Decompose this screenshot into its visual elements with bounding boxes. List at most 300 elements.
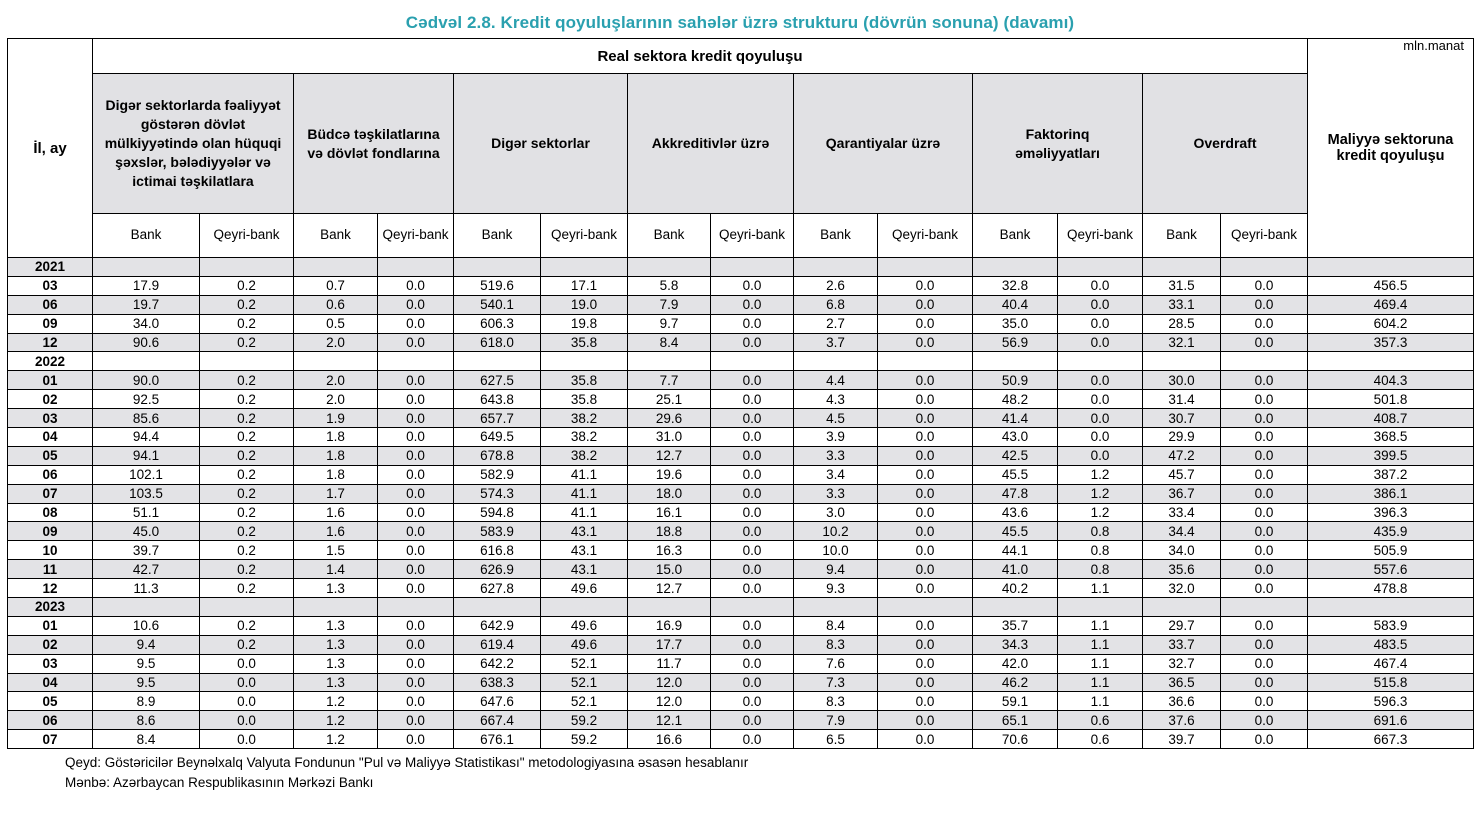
value-cell: 0.0 bbox=[1221, 428, 1308, 447]
value-cell: 0.0 bbox=[200, 654, 294, 673]
value-cell: 16.6 bbox=[628, 730, 711, 749]
value-cell: 0.0 bbox=[878, 711, 973, 730]
value-cell: 0.0 bbox=[711, 409, 794, 428]
value-cell: 28.5 bbox=[1143, 314, 1221, 333]
empty-cell bbox=[711, 352, 794, 371]
value-cell: 604.2 bbox=[1308, 314, 1474, 333]
table-row bbox=[8, 295, 1474, 314]
month-cell: 10 bbox=[8, 541, 93, 560]
value-cell: 0.0 bbox=[711, 522, 794, 541]
value-cell: 0.2 bbox=[200, 616, 294, 635]
empty-cell bbox=[1058, 258, 1143, 277]
subheader-bank: Bank bbox=[93, 214, 200, 258]
year-cell: 2021 bbox=[8, 258, 93, 277]
table-row bbox=[8, 503, 1474, 522]
month-cell: 01 bbox=[8, 616, 93, 635]
value-cell: 0.0 bbox=[711, 390, 794, 409]
value-cell: 38.2 bbox=[541, 409, 628, 428]
value-cell: 42.7 bbox=[93, 560, 200, 579]
month-cell: 07 bbox=[8, 484, 93, 503]
value-cell: 456.5 bbox=[1308, 276, 1474, 295]
month-cell: 01 bbox=[8, 371, 93, 390]
month-cell: 07 bbox=[8, 730, 93, 749]
value-cell: 2.0 bbox=[294, 371, 378, 390]
value-cell: 12.0 bbox=[628, 692, 711, 711]
group-header-guarantees: Qarantiyalar üzrə bbox=[794, 74, 973, 214]
value-cell: 32.8 bbox=[973, 276, 1058, 295]
value-cell: 0.0 bbox=[878, 635, 973, 654]
value-cell: 45.0 bbox=[93, 522, 200, 541]
value-cell: 35.8 bbox=[541, 371, 628, 390]
empty-cell bbox=[200, 598, 294, 617]
value-cell: 8.4 bbox=[794, 616, 878, 635]
value-cell: 8.4 bbox=[93, 730, 200, 749]
value-cell: 0.0 bbox=[1058, 409, 1143, 428]
value-cell: 0.0 bbox=[878, 314, 973, 333]
value-cell: 0.0 bbox=[878, 446, 973, 465]
empty-cell bbox=[628, 598, 711, 617]
value-cell: 0.0 bbox=[1221, 314, 1308, 333]
table-row bbox=[8, 333, 1474, 352]
table-row bbox=[8, 673, 1474, 692]
value-cell: 0.0 bbox=[878, 522, 973, 541]
value-cell: 642.9 bbox=[454, 616, 541, 635]
value-cell: 46.2 bbox=[973, 673, 1058, 692]
value-cell: 0.0 bbox=[1221, 541, 1308, 560]
value-cell: 8.3 bbox=[794, 635, 878, 654]
value-cell: 0.0 bbox=[878, 579, 973, 598]
month-cell: 06 bbox=[8, 711, 93, 730]
value-cell: 0.0 bbox=[711, 484, 794, 503]
value-cell: 0.0 bbox=[378, 711, 454, 730]
value-cell: 35.8 bbox=[541, 390, 628, 409]
value-cell: 616.8 bbox=[454, 541, 541, 560]
value-cell: 16.3 bbox=[628, 541, 711, 560]
value-cell: 0.0 bbox=[1058, 446, 1143, 465]
value-cell: 36.5 bbox=[1143, 673, 1221, 692]
subheader-bank: Bank bbox=[628, 214, 711, 258]
value-cell: 1.5 bbox=[294, 541, 378, 560]
table-row bbox=[8, 522, 1474, 541]
value-cell: 0.0 bbox=[878, 673, 973, 692]
value-cell: 32.0 bbox=[1143, 579, 1221, 598]
value-cell: 0.0 bbox=[378, 654, 454, 673]
table-row bbox=[8, 371, 1474, 390]
value-cell: 0.0 bbox=[711, 276, 794, 295]
value-cell: 43.0 bbox=[973, 428, 1058, 447]
value-cell: 7.6 bbox=[794, 654, 878, 673]
value-cell: 43.6 bbox=[973, 503, 1058, 522]
empty-cell bbox=[378, 258, 454, 277]
value-cell: 627.8 bbox=[454, 579, 541, 598]
value-cell: 0.0 bbox=[378, 522, 454, 541]
value-cell: 16.1 bbox=[628, 503, 711, 522]
month-cell: 03 bbox=[8, 276, 93, 295]
empty-cell bbox=[973, 352, 1058, 371]
value-cell: 0.0 bbox=[711, 579, 794, 598]
value-cell: 0.0 bbox=[711, 503, 794, 522]
value-cell: 59.1 bbox=[973, 692, 1058, 711]
month-cell: 02 bbox=[8, 390, 93, 409]
empty-cell bbox=[878, 258, 973, 277]
value-cell: 8.4 bbox=[628, 333, 711, 352]
value-cell: 31.5 bbox=[1143, 276, 1221, 295]
real-sector-header: Real sektora kredit qoyuluşu bbox=[93, 39, 1308, 74]
value-cell: 1.9 bbox=[294, 409, 378, 428]
value-cell: 0.8 bbox=[1058, 560, 1143, 579]
value-cell: 0.6 bbox=[294, 295, 378, 314]
value-cell: 56.9 bbox=[973, 333, 1058, 352]
value-cell: 1.2 bbox=[1058, 484, 1143, 503]
value-cell: 44.1 bbox=[973, 541, 1058, 560]
month-cell: 09 bbox=[8, 522, 93, 541]
value-cell: 0.0 bbox=[1221, 522, 1308, 541]
month-cell: 02 bbox=[8, 635, 93, 654]
subheader-bank: Bank bbox=[454, 214, 541, 258]
value-cell: 15.0 bbox=[628, 560, 711, 579]
value-cell: 0.0 bbox=[878, 560, 973, 579]
value-cell: 399.5 bbox=[1308, 446, 1474, 465]
value-cell: 10.2 bbox=[794, 522, 878, 541]
value-cell: 0.0 bbox=[378, 428, 454, 447]
empty-cell bbox=[1308, 598, 1474, 617]
value-cell: 90.0 bbox=[93, 371, 200, 390]
value-cell: 0.0 bbox=[878, 428, 973, 447]
value-cell: 32.1 bbox=[1143, 333, 1221, 352]
value-cell: 1.3 bbox=[294, 654, 378, 673]
value-cell: 0.0 bbox=[378, 446, 454, 465]
value-cell: 1.3 bbox=[294, 635, 378, 654]
table-row bbox=[8, 276, 1474, 295]
empty-cell bbox=[294, 352, 378, 371]
value-cell: 583.9 bbox=[1308, 616, 1474, 635]
value-cell: 1.1 bbox=[1058, 616, 1143, 635]
value-cell: 0.2 bbox=[200, 484, 294, 503]
empty-cell bbox=[711, 258, 794, 277]
value-cell: 6.8 bbox=[794, 295, 878, 314]
value-cell: 1.1 bbox=[1058, 692, 1143, 711]
value-cell: 9.4 bbox=[93, 635, 200, 654]
value-cell: 0.0 bbox=[1221, 579, 1308, 598]
value-cell: 29.6 bbox=[628, 409, 711, 428]
value-cell: 0.2 bbox=[200, 465, 294, 484]
value-cell: 0.2 bbox=[200, 314, 294, 333]
value-cell: 65.1 bbox=[973, 711, 1058, 730]
value-cell: 0.0 bbox=[378, 635, 454, 654]
table-row bbox=[8, 616, 1474, 635]
value-cell: 41.1 bbox=[541, 484, 628, 503]
value-cell: 1.8 bbox=[294, 446, 378, 465]
value-cell: 0.0 bbox=[878, 541, 973, 560]
value-cell: 0.0 bbox=[878, 484, 973, 503]
value-cell: 48.2 bbox=[973, 390, 1058, 409]
empty-cell bbox=[454, 258, 541, 277]
value-cell: 0.0 bbox=[711, 295, 794, 314]
value-cell: 0.0 bbox=[200, 730, 294, 749]
value-cell: 25.1 bbox=[628, 390, 711, 409]
value-cell: 3.3 bbox=[794, 484, 878, 503]
value-cell: 50.9 bbox=[973, 371, 1058, 390]
value-cell: 1.8 bbox=[294, 465, 378, 484]
value-cell: 11.3 bbox=[93, 579, 200, 598]
value-cell: 0.0 bbox=[1221, 446, 1308, 465]
value-cell: 0.2 bbox=[200, 560, 294, 579]
value-cell: 0.0 bbox=[378, 484, 454, 503]
value-cell: 0.0 bbox=[378, 541, 454, 560]
value-cell: 647.6 bbox=[454, 692, 541, 711]
value-cell: 52.1 bbox=[541, 654, 628, 673]
value-cell: 0.0 bbox=[711, 371, 794, 390]
value-cell: 0.2 bbox=[200, 522, 294, 541]
empty-cell bbox=[1221, 598, 1308, 617]
year-row bbox=[8, 258, 1474, 277]
value-cell: 52.1 bbox=[541, 673, 628, 692]
value-cell: 0.0 bbox=[711, 333, 794, 352]
value-cell: 4.3 bbox=[794, 390, 878, 409]
value-cell: 0.0 bbox=[1221, 560, 1308, 579]
empty-cell bbox=[794, 352, 878, 371]
value-cell: 35.7 bbox=[973, 616, 1058, 635]
value-cell: 0.0 bbox=[1058, 390, 1143, 409]
value-cell: 10.6 bbox=[93, 616, 200, 635]
month-cell: 08 bbox=[8, 503, 93, 522]
group-header-factoring: Faktorinq əməliyyatları bbox=[973, 74, 1143, 214]
empty-cell bbox=[93, 352, 200, 371]
value-cell: 0.0 bbox=[1221, 503, 1308, 522]
value-cell: 0.8 bbox=[1058, 541, 1143, 560]
value-cell: 478.8 bbox=[1308, 579, 1474, 598]
month-cell: 06 bbox=[8, 295, 93, 314]
value-cell: 92.5 bbox=[93, 390, 200, 409]
value-cell: 36.6 bbox=[1143, 692, 1221, 711]
value-cell: 4.5 bbox=[794, 409, 878, 428]
value-cell: 0.0 bbox=[378, 503, 454, 522]
empty-cell bbox=[541, 258, 628, 277]
empty-cell bbox=[200, 258, 294, 277]
empty-cell bbox=[200, 352, 294, 371]
value-cell: 642.2 bbox=[454, 654, 541, 673]
value-cell: 42.0 bbox=[973, 654, 1058, 673]
value-cell: 0.6 bbox=[1058, 711, 1143, 730]
value-cell: 38.2 bbox=[541, 428, 628, 447]
value-cell: 43.1 bbox=[541, 541, 628, 560]
note-methodology: Qeyd: Göstəricilər Beynəlxalq Valyuta Fondunun "Pul və Maliyyə Statistikası" metodologiyasına əsasən hesablanır bbox=[65, 755, 749, 771]
value-cell: 678.8 bbox=[454, 446, 541, 465]
value-cell: 12.0 bbox=[628, 673, 711, 692]
value-cell: 31.4 bbox=[1143, 390, 1221, 409]
value-cell: 35.6 bbox=[1143, 560, 1221, 579]
empty-cell bbox=[1221, 352, 1308, 371]
value-cell: 519.6 bbox=[454, 276, 541, 295]
value-cell: 0.8 bbox=[1058, 522, 1143, 541]
value-cell: 19.8 bbox=[541, 314, 628, 333]
value-cell: 0.0 bbox=[711, 673, 794, 692]
value-cell: 0.0 bbox=[1221, 333, 1308, 352]
value-cell: 0.2 bbox=[200, 371, 294, 390]
group-header-budget-orgs: Büdcə təşkilatlarına və dövlət fondlarına bbox=[294, 74, 454, 214]
value-cell: 0.2 bbox=[200, 409, 294, 428]
value-cell: 18.8 bbox=[628, 522, 711, 541]
table-row bbox=[8, 446, 1474, 465]
value-cell: 0.0 bbox=[378, 409, 454, 428]
value-cell: 0.0 bbox=[711, 692, 794, 711]
empty-cell bbox=[1143, 598, 1221, 617]
value-cell: 59.2 bbox=[541, 730, 628, 749]
value-cell: 8.6 bbox=[93, 711, 200, 730]
month-cell: 05 bbox=[8, 692, 93, 711]
value-cell: 0.0 bbox=[878, 409, 973, 428]
empty-cell bbox=[454, 352, 541, 371]
value-cell: 0.0 bbox=[1221, 371, 1308, 390]
value-cell: 52.1 bbox=[541, 692, 628, 711]
value-cell: 408.7 bbox=[1308, 409, 1474, 428]
value-cell: 49.6 bbox=[541, 635, 628, 654]
value-cell: 619.4 bbox=[454, 635, 541, 654]
value-cell: 3.4 bbox=[794, 465, 878, 484]
value-cell: 94.1 bbox=[93, 446, 200, 465]
empty-cell bbox=[794, 598, 878, 617]
page-title: Cədvəl 2.8. Kredit qoyuluşlarının sahələr üzrə strukturu (dövrün sonuna) (davamı) bbox=[405, 13, 1075, 32]
empty-cell bbox=[878, 598, 973, 617]
value-cell: 1.2 bbox=[1058, 503, 1143, 522]
table-row bbox=[8, 390, 1474, 409]
value-cell: 5.8 bbox=[628, 276, 711, 295]
value-cell: 540.1 bbox=[454, 295, 541, 314]
value-cell: 0.0 bbox=[878, 654, 973, 673]
value-cell: 667.4 bbox=[454, 711, 541, 730]
value-cell: 0.2 bbox=[200, 579, 294, 598]
month-cell: 03 bbox=[8, 654, 93, 673]
value-cell: 3.0 bbox=[794, 503, 878, 522]
value-cell: 0.2 bbox=[200, 295, 294, 314]
subheader-nonbank: Qeyri-bank bbox=[541, 214, 628, 258]
value-cell: 0.0 bbox=[378, 616, 454, 635]
value-cell: 19.0 bbox=[541, 295, 628, 314]
value-cell: 45.5 bbox=[973, 522, 1058, 541]
value-cell: 594.8 bbox=[454, 503, 541, 522]
footnotes bbox=[65, 753, 1480, 792]
group-header-state-entities: Digər sektorlarda fəaliyyət göstərən dövlət mülkiyyətində olan hüquqi şəxslər, bələdiyyələr və ictimai təşkilatlara bbox=[93, 74, 294, 214]
value-cell: 467.4 bbox=[1308, 654, 1474, 673]
value-cell: 33.7 bbox=[1143, 635, 1221, 654]
group-header-overdraft: Overdraft bbox=[1143, 74, 1308, 214]
value-cell: 0.0 bbox=[1221, 276, 1308, 295]
value-cell: 42.5 bbox=[973, 446, 1058, 465]
value-cell: 657.7 bbox=[454, 409, 541, 428]
value-cell: 606.3 bbox=[454, 314, 541, 333]
value-cell: 7.9 bbox=[628, 295, 711, 314]
value-cell: 505.9 bbox=[1308, 541, 1474, 560]
value-cell: 0.0 bbox=[711, 428, 794, 447]
table-row bbox=[8, 730, 1474, 749]
value-cell: 35.8 bbox=[541, 333, 628, 352]
value-cell: 0.0 bbox=[878, 295, 973, 314]
value-cell: 0.0 bbox=[711, 654, 794, 673]
value-cell: 8.9 bbox=[93, 692, 200, 711]
empty-cell bbox=[973, 258, 1058, 277]
group-header-letters-of-credit: Akkreditivlər üzrə bbox=[628, 74, 794, 214]
value-cell: 2.7 bbox=[794, 314, 878, 333]
value-cell: 0.0 bbox=[711, 465, 794, 484]
value-cell: 45.5 bbox=[973, 465, 1058, 484]
subheader-bank: Bank bbox=[294, 214, 378, 258]
value-cell: 435.9 bbox=[1308, 522, 1474, 541]
value-cell: 557.6 bbox=[1308, 560, 1474, 579]
value-cell: 2.0 bbox=[294, 333, 378, 352]
value-cell: 667.3 bbox=[1308, 730, 1474, 749]
value-cell: 0.0 bbox=[1058, 314, 1143, 333]
value-cell: 0.0 bbox=[378, 371, 454, 390]
value-cell: 41.1 bbox=[541, 465, 628, 484]
value-cell: 0.2 bbox=[200, 428, 294, 447]
value-cell: 0.0 bbox=[378, 295, 454, 314]
value-cell: 0.0 bbox=[378, 314, 454, 333]
value-cell: 34.0 bbox=[93, 314, 200, 333]
value-cell: 0.2 bbox=[200, 333, 294, 352]
value-cell: 0.0 bbox=[1221, 390, 1308, 409]
value-cell: 0.0 bbox=[1058, 371, 1143, 390]
month-cell: 05 bbox=[8, 446, 93, 465]
value-cell: 0.0 bbox=[878, 465, 973, 484]
value-cell: 8.3 bbox=[794, 692, 878, 711]
empty-cell bbox=[93, 258, 200, 277]
value-cell: 0.0 bbox=[1058, 428, 1143, 447]
empty-cell bbox=[378, 352, 454, 371]
value-cell: 19.6 bbox=[628, 465, 711, 484]
subheader-bank: Bank bbox=[973, 214, 1058, 258]
value-cell: 19.7 bbox=[93, 295, 200, 314]
empty-cell bbox=[1058, 598, 1143, 617]
value-cell: 0.0 bbox=[1221, 295, 1308, 314]
value-cell: 37.6 bbox=[1143, 711, 1221, 730]
value-cell: 17.7 bbox=[628, 635, 711, 654]
value-cell: 1.1 bbox=[1058, 579, 1143, 598]
empty-cell bbox=[628, 352, 711, 371]
value-cell: 3.9 bbox=[794, 428, 878, 447]
value-cell: 0.0 bbox=[200, 692, 294, 711]
value-cell: 404.3 bbox=[1308, 371, 1474, 390]
value-cell: 70.6 bbox=[973, 730, 1058, 749]
value-cell: 0.0 bbox=[1221, 711, 1308, 730]
value-cell: 0.0 bbox=[1221, 730, 1308, 749]
value-cell: 574.3 bbox=[454, 484, 541, 503]
value-cell: 0.0 bbox=[878, 371, 973, 390]
value-cell: 0.0 bbox=[1058, 276, 1143, 295]
value-cell: 0.0 bbox=[711, 730, 794, 749]
value-cell: 0.0 bbox=[1221, 484, 1308, 503]
value-cell: 40.2 bbox=[973, 579, 1058, 598]
table-header bbox=[8, 39, 1474, 258]
value-cell: 9.7 bbox=[628, 314, 711, 333]
value-cell: 10.0 bbox=[794, 541, 878, 560]
value-cell: 368.5 bbox=[1308, 428, 1474, 447]
table-row bbox=[8, 428, 1474, 447]
value-cell: 0.0 bbox=[711, 446, 794, 465]
value-cell: 1.6 bbox=[294, 522, 378, 541]
value-cell: 0.7 bbox=[294, 276, 378, 295]
value-cell: 0.2 bbox=[200, 446, 294, 465]
value-cell: 29.9 bbox=[1143, 428, 1221, 447]
value-cell: 1.2 bbox=[1058, 465, 1143, 484]
value-cell: 0.0 bbox=[878, 692, 973, 711]
value-cell: 35.0 bbox=[973, 314, 1058, 333]
value-cell: 0.0 bbox=[1058, 295, 1143, 314]
year-cell: 2022 bbox=[8, 352, 93, 371]
unit-label: mln.manat bbox=[1403, 38, 1464, 53]
table-row bbox=[8, 409, 1474, 428]
value-cell: 2.0 bbox=[294, 390, 378, 409]
year-cell: 2023 bbox=[8, 598, 93, 617]
